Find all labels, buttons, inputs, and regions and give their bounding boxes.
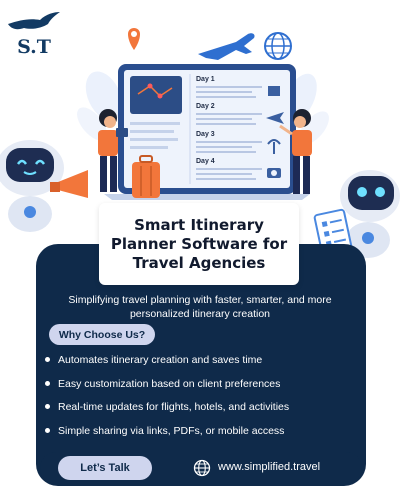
- globe-icon: [265, 33, 291, 59]
- day-label: Day 4: [196, 158, 215, 165]
- why-choose-us-badge: Why Choose Us?: [49, 324, 155, 345]
- title-card: [99, 203, 299, 285]
- subtitle: Simplifying travel planning with faster, smarter, and more personalized itinerary creation: [68, 294, 332, 320]
- lets-talk-button[interactable]: Let’s Talk: [58, 456, 152, 480]
- list-item: Easy customization based on client preferences: [44, 376, 344, 400]
- suitcase-icon: [132, 156, 160, 198]
- page-title: Smart Itinerary Planner Software for Travel Agencies: [110, 215, 288, 272]
- benefits-list: [44, 352, 344, 446]
- list-item: Real-time updates for flights, hotels, and activities: [44, 399, 344, 423]
- map-pin-icon: [128, 28, 140, 50]
- brand-logo-text: S.T: [17, 36, 51, 58]
- map-icon: [130, 76, 182, 114]
- airplane-icon: [198, 33, 255, 60]
- day-label: Day 3: [196, 131, 215, 138]
- day-label: Day 1: [196, 76, 215, 83]
- hotel-icon: [268, 86, 280, 96]
- globe-icon: [193, 459, 211, 477]
- website-link[interactable]: www.simplified.travel: [218, 461, 321, 473]
- list-item: Automates itinerary creation and saves time: [44, 352, 344, 376]
- list-item: Simple sharing via links, PDFs, or mobile access: [44, 423, 344, 447]
- day-label: Day 2: [196, 103, 215, 110]
